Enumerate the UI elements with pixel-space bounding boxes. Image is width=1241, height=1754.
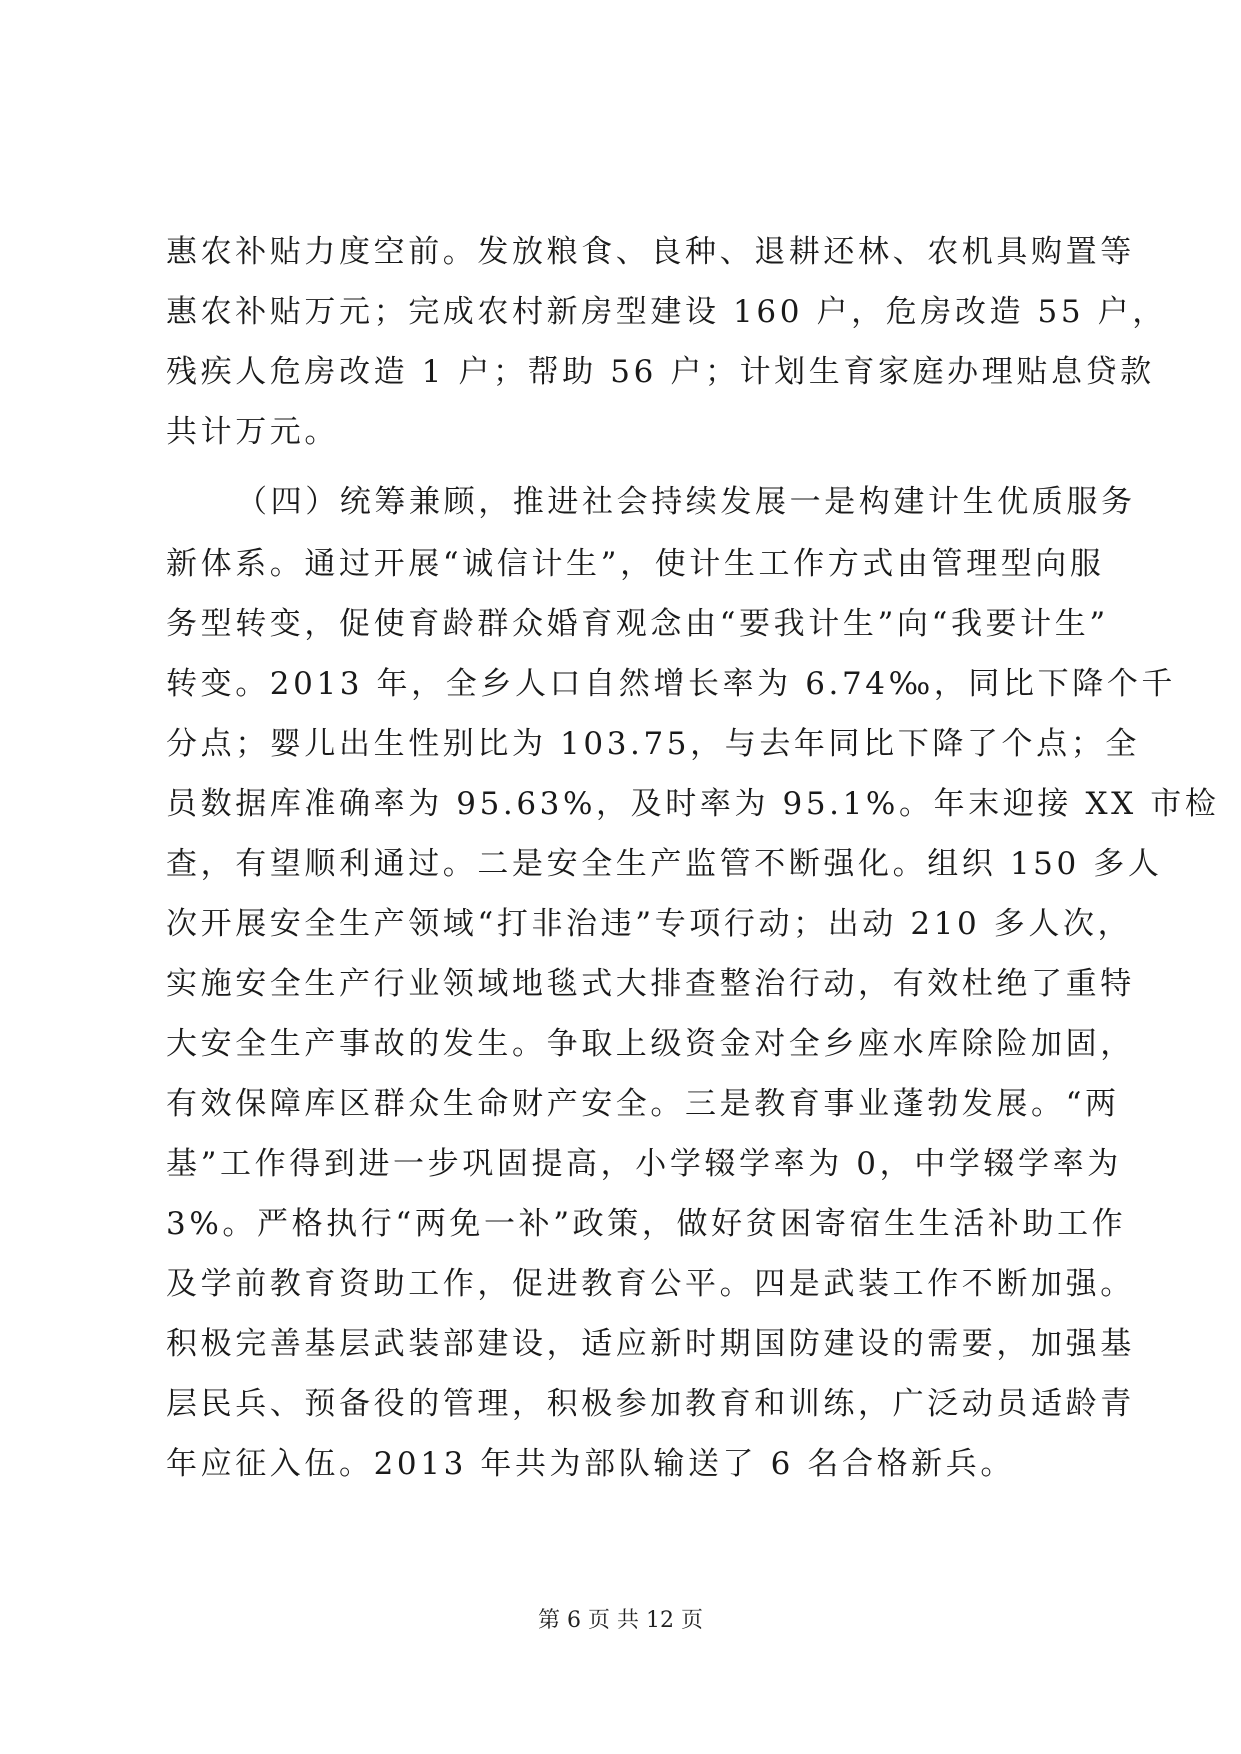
text-line: 年应征入伍。2013 年共为部队输送了 6 名合格新兵。 [166, 1446, 1015, 1482]
text-line: 有效保障库区群众生命财产安全。三是教育事业蓬勃发展。“两 [166, 1086, 1120, 1122]
text-line: 及学前教育资助工作，促进教育公平。四是武装工作不断加强。 [166, 1266, 1135, 1302]
text-line: 大安全生产事故的发生。争取上级资金对全乡座水库除险加固， [166, 1026, 1135, 1062]
text-line: 惠农补贴万元；完成农村新房型建设 160 户，危房改造 55 户， [166, 294, 1167, 330]
text-line: 残疾人危房改造 1 户；帮助 56 户；计划生育家庭办理贴息贷款 [166, 354, 1155, 390]
text-line: 分点；婴儿出生性别比为 103.75，与去年同比下降了个点；全 [166, 726, 1140, 762]
text-line: 务型转变，促使育龄群众婚育观念由“要我计生”向“我要计生” [166, 606, 1109, 642]
text-line: 惠农补贴力度空前。发放粮食、良种、退耕还林、农机具购置等 [166, 234, 1135, 270]
text-line: 转变。2013 年，全乡人口自然增长率为 6.74‰，同比下降个千 [166, 666, 1177, 702]
text-line: 基”工作得到进一步巩固提高，小学辍学率为 0，中学辍学率为 [166, 1146, 1122, 1182]
text-line: 共计万元。 [166, 414, 339, 450]
text-line: 员数据库准确率为 95.63%，及时率为 95.1%。年末迎接 XX 市检 [166, 786, 1220, 822]
text-line: 实施安全生产行业领域地毯式大排查整治行动，有效杜绝了重特 [166, 966, 1135, 1002]
text-line: 积极完善基层武装部建设，适应新时期国防建设的需要，加强基 [166, 1326, 1135, 1362]
text-line: 次开展安全生产领域“打非治违”专项行动；出动 210 多人次， [166, 906, 1133, 942]
text-line: 新体系。通过开展“诚信计生”，使计生工作方式由管理型向服 [166, 546, 1105, 582]
page-footer: 第 6 页 共 12 页 [538, 1608, 703, 1633]
text-line: 查，有望顺利通过。二是安全生产监管不断强化。组织 150 多人 [166, 846, 1163, 882]
text-line: 层民兵、预备役的管理，积极参加教育和训练，广泛动员适龄青 [166, 1386, 1135, 1422]
paragraph-start-line: （四）统筹兼顾，推进社会持续发展一是构建计生优质服务 [236, 484, 1136, 520]
text-line: 3%。严格执行“两免一补”政策，做好贫困寄宿生生活补助工作 [166, 1206, 1127, 1242]
